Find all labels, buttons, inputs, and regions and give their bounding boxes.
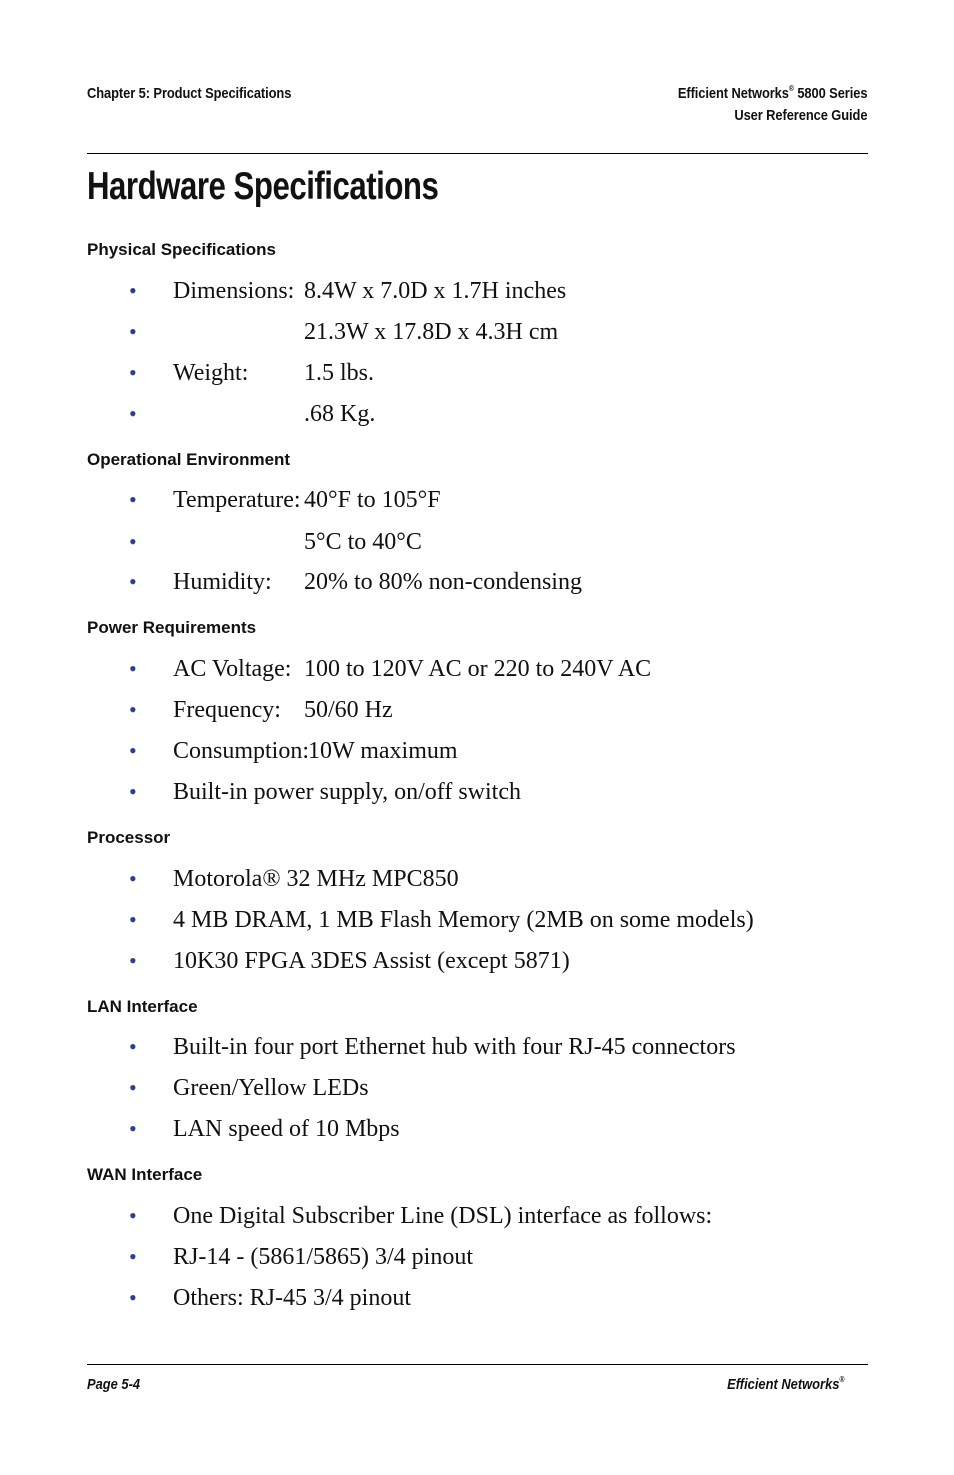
registered-mark: ® (838, 1375, 844, 1384)
spec-label: Temperature: (173, 487, 301, 513)
page-title: Hardware Specifications (87, 165, 439, 208)
spec-value: 50/60 Hz (304, 697, 393, 723)
spec-value: 40°F to 105°F (304, 487, 441, 513)
bullet-icon: • (129, 360, 137, 385)
bullet-icon: • (129, 1203, 137, 1228)
spec-label: Dimensions: (173, 278, 295, 304)
spec-label: AC Voltage: (173, 656, 292, 682)
spec-label: Frequency: (173, 697, 281, 723)
section-heading-wan: WAN Interface (87, 1165, 203, 1184)
header-rule (87, 153, 868, 154)
bullet-icon: • (129, 401, 137, 426)
spec-label: Humidity: (173, 569, 272, 595)
spec-label: Weight: (173, 360, 249, 386)
spec-text: Built-in power supply, on/off switch (173, 779, 521, 805)
footer-brand (727, 1374, 844, 1396)
spec-text: 10K30 FPGA 3DES Assist (except 5871) (173, 948, 570, 974)
footer-rule (87, 1364, 868, 1365)
running-header-product (677, 83, 867, 127)
bullet-icon: • (129, 1034, 137, 1059)
bullet-icon: • (129, 1075, 137, 1100)
bullet-icon: • (129, 278, 137, 303)
bullet-icon: • (129, 907, 137, 932)
spec-text: Motorola® 32 MHz MPC850 (173, 866, 459, 892)
spec-text: RJ-14 - (5861/5865) 3/4 pinout (173, 1244, 473, 1270)
bullet-icon: • (129, 656, 137, 681)
bullet-icon: • (129, 866, 137, 891)
spec-text: Built-in four port Ethernet hub with four RJ-45 connectors (173, 1034, 736, 1060)
bullet-icon: • (129, 319, 137, 344)
bullet-icon: • (129, 697, 137, 722)
bullet-icon: • (129, 487, 137, 512)
spec-text: Others: RJ-45 3/4 pinout (173, 1285, 411, 1311)
footer-brand-name: Efficient Networks (726, 1376, 839, 1393)
registered-mark: ® (788, 84, 794, 93)
header-product-line1 (677, 83, 867, 105)
spec-text: 4 MB DRAM, 1 MB Flash Memory (2MB on some models) (173, 907, 754, 933)
spec-value: 1.5 lbs. (304, 360, 375, 386)
spec-value: 20% to 80% non-condensing (304, 569, 582, 595)
header-series: 5800 Series (793, 85, 867, 102)
bullet-icon: • (129, 948, 137, 973)
bullet-icon: • (129, 779, 137, 804)
spec-value: 100 to 120V AC or 220 to 240V AC (304, 656, 652, 682)
spec-value: 21.3W x 17.8D x 4.3H cm (304, 319, 559, 345)
bullet-icon: • (129, 1244, 137, 1269)
spec-value: 8.4W x 7.0D x 1.7H inches (304, 278, 567, 304)
section-heading-power: Power Requirements (87, 618, 257, 637)
spec-text: LAN speed of 10 Mbps (173, 1116, 400, 1142)
bullet-icon: • (129, 569, 137, 594)
bullet-icon: • (129, 738, 137, 763)
section-heading-operational: Operational Environment (87, 450, 291, 469)
spec-value: 5°C to 40°C (304, 529, 422, 555)
spec-value: 10W maximum (308, 738, 458, 764)
header-brand: Efficient Networks (677, 85, 789, 102)
section-heading-processor: Processor (87, 828, 171, 847)
header-product-line2: User Reference Guide (733, 107, 867, 124)
section-heading-physical: Physical Specifications (87, 240, 276, 259)
spec-text: One Digital Subscriber Line (DSL) interface as follows: (173, 1203, 713, 1229)
spec-value: .68 Kg. (304, 401, 376, 427)
running-header-chapter: Chapter 5: Product Specifications (87, 85, 292, 102)
bullet-icon: • (129, 529, 137, 554)
page-number: Page 5-4 (87, 1376, 141, 1393)
spec-label: Consumption: (173, 738, 310, 764)
bullet-icon: • (129, 1116, 137, 1141)
spec-text: Green/Yellow LEDs (173, 1075, 369, 1101)
bullet-icon: • (129, 1285, 137, 1310)
section-heading-lan: LAN Interface (87, 997, 198, 1016)
